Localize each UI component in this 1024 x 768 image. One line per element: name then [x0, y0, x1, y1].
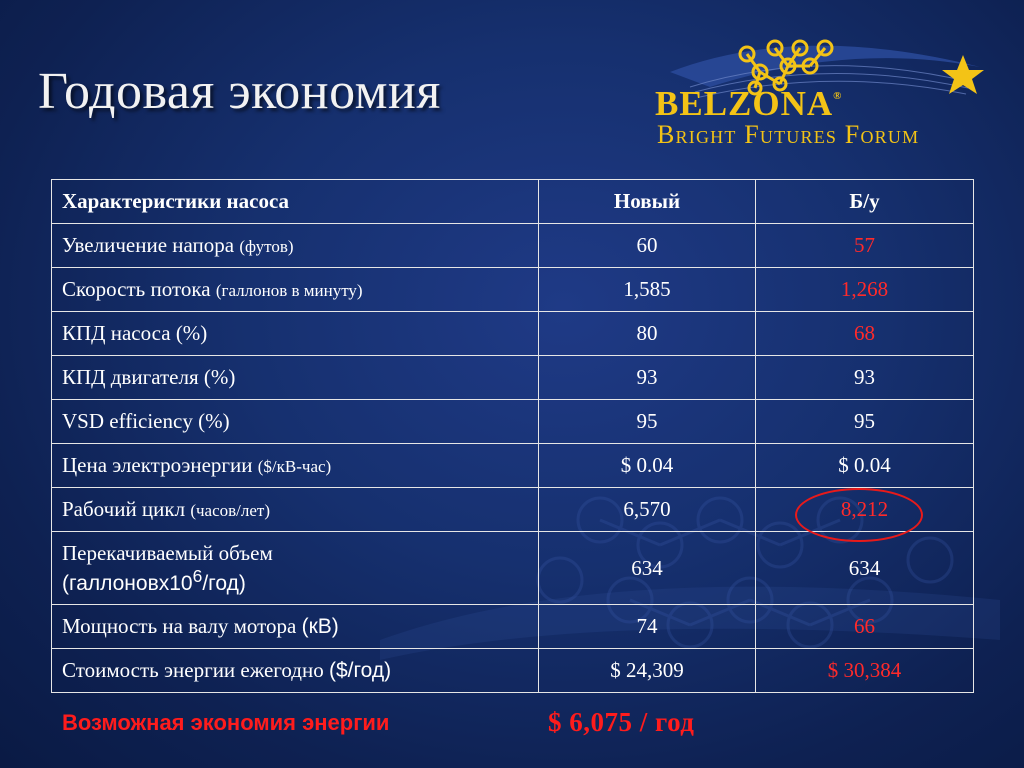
used-value: 634 [756, 532, 974, 605]
new-value: 80 [539, 312, 756, 356]
row-label: Скорость потока (галлонов в минуту) [52, 268, 539, 312]
table-row [52, 444, 974, 488]
row-label: Цена электроэнергии ($/кВ-час) [52, 444, 539, 488]
new-value: $ 0.04 [539, 444, 756, 488]
row-label: Стоимость энергии ежегодно ($/год) [52, 649, 539, 693]
column-header: Б/у [756, 180, 974, 224]
row-label: КПД двигателя (%) [52, 356, 539, 400]
table-row [52, 649, 974, 693]
used-value: 57 [756, 224, 974, 268]
row-label: Перекачиваемый объем $(галлоновx10^6/год)$ [52, 532, 539, 605]
table-row [52, 605, 974, 649]
table-row [52, 532, 974, 605]
used-value: 68 [756, 312, 974, 356]
table-header-row [52, 180, 974, 224]
row-label: КПД насоса (%) [52, 312, 539, 356]
slide-title: Годовая экономия [38, 63, 441, 120]
table-row [52, 312, 974, 356]
row-label: VSD efficiency (%) [52, 400, 539, 444]
used-value: 8,212 [756, 488, 974, 532]
used-value: 95 [756, 400, 974, 444]
row-label: Мощность на валу мотора (кВ) [52, 605, 539, 649]
new-value: 1,585 [539, 268, 756, 312]
new-value: $ 24,309 [539, 649, 756, 693]
used-value: 1,268 [756, 268, 974, 312]
used-value: 66 [756, 605, 974, 649]
column-header: Новый [539, 180, 756, 224]
used-value: $ 0.04 [756, 444, 974, 488]
new-value: 60 [539, 224, 756, 268]
table-row [52, 268, 974, 312]
table-row [52, 356, 974, 400]
row-label: Увеличение напора (футов) [52, 224, 539, 268]
new-value: 634 [539, 532, 756, 605]
new-value: 74 [539, 605, 756, 649]
column-header: Характеристики насоса [52, 180, 539, 224]
used-value: 93 [756, 356, 974, 400]
logo-subtitle: Bright Futures Forum [657, 120, 920, 149]
table-row [52, 224, 974, 268]
table-row [52, 400, 974, 444]
pump-comparison-table [51, 179, 974, 693]
row-label: Рабочий цикл (часов/лет) [52, 488, 539, 532]
savings-label: Возможная экономия энергии [62, 710, 390, 735]
used-value: $ 30,384 [756, 649, 974, 693]
new-value: 6,570 [539, 488, 756, 532]
new-value: 95 [539, 400, 756, 444]
savings-value: $ 6,075 / год [548, 707, 695, 737]
highlight-circle [795, 488, 923, 542]
new-value: 93 [539, 356, 756, 400]
logo-brand: BELZONA® [655, 84, 843, 123]
